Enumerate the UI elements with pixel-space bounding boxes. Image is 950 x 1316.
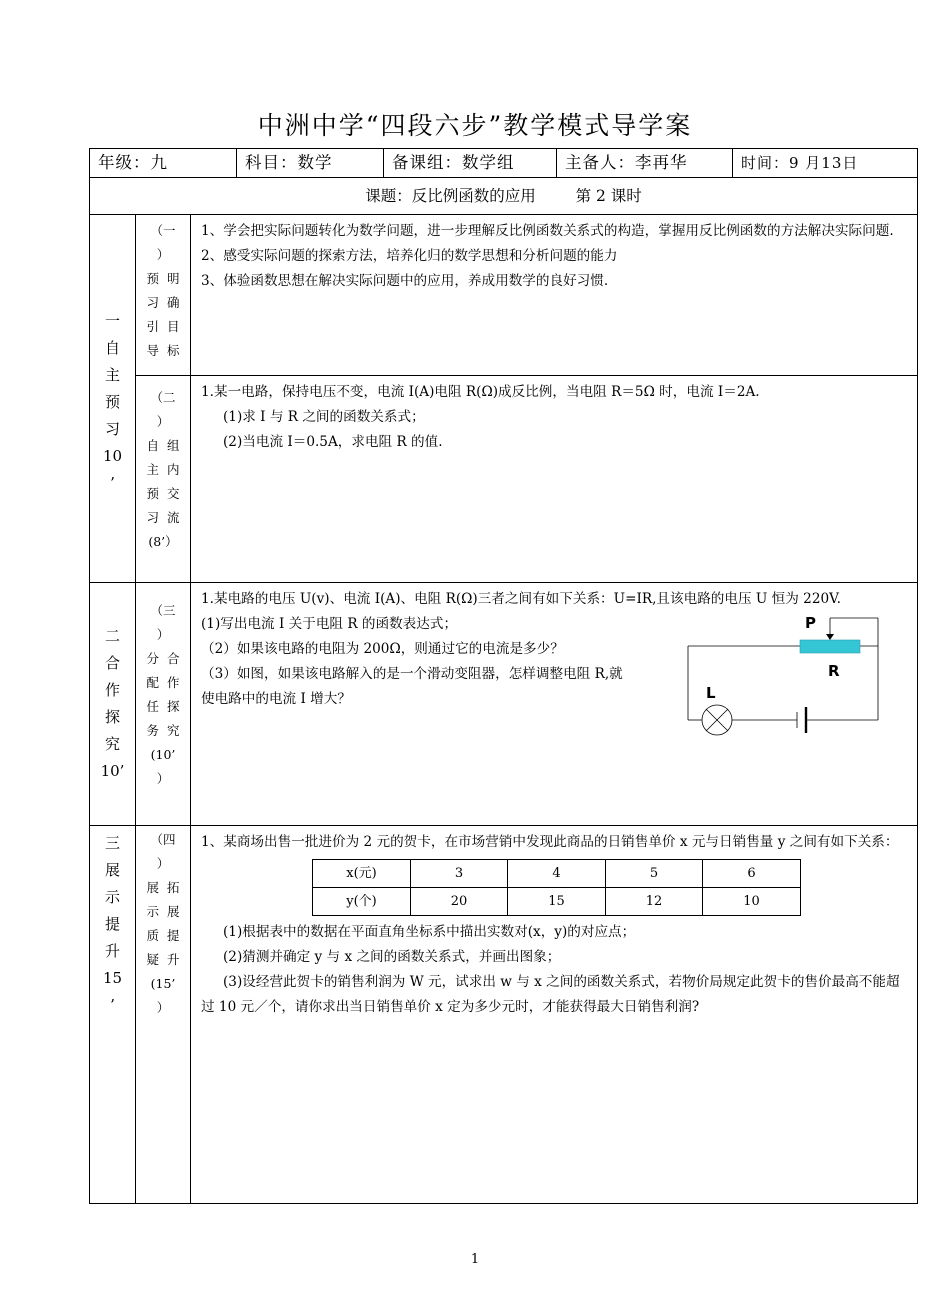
- extend-q2: (2)猜测并确定 y 与 x 之间的函数关系式，并画出图象；: [223, 949, 561, 965]
- topic-lesson: 第 2 课时: [575, 187, 642, 205]
- label-r: R: [828, 662, 840, 680]
- table-row: x(元) 3 4 5 6: [313, 860, 801, 888]
- price-sales-table: [312, 859, 801, 916]
- section1-main-label: 一 自 主 预 习 10 ’: [89, 214, 136, 583]
- resistor-r: [800, 640, 860, 653]
- part2-sub-label: （二 ） 自 主 预 习 组 内 交 流 (8’）: [135, 375, 191, 583]
- battery-icon: [797, 707, 806, 733]
- section2-main-label: 二 合 作 探 究 10’: [89, 582, 136, 826]
- preview-problem: 1.某一电路，保持电压不变，电流 I(A)电阻 R(Ω)成反比例，当电阻 R＝5Ω 时，电流 I＝2A.: [201, 384, 760, 400]
- table-row: y(个) 20 15 12 10: [313, 888, 801, 916]
- header-group: 备课组：数学组: [383, 148, 557, 178]
- part1-sub-label: （一 ） 预 习 引 导 明 确 目 标: [135, 214, 191, 376]
- header-preparer: 主备人：李再华: [556, 148, 733, 178]
- objective-3: 3、体验函数思想在解决实际问题中的应用，养成用数学的良好习惯.: [201, 273, 609, 289]
- lamp-icon: [702, 705, 732, 735]
- section3-content: [190, 825, 918, 1204]
- objective-2: 2、感受实际问题的探索方法，培养化归的数学思想和分析问题的能力: [201, 248, 618, 264]
- slider-arrow-icon: [826, 634, 834, 640]
- page-title: 中洲中学“四段六步”教学模式导学案: [257, 111, 693, 140]
- explore-q3-cont: 使电路中的电流 I 增大？: [201, 691, 351, 707]
- part1-content: [190, 214, 918, 376]
- extend-q1: (1)根据表中的数据在平面直角坐标系中描出实数对(x，y)的对应点；: [223, 924, 636, 940]
- topic-name: 反比例函数的应用: [411, 187, 536, 205]
- label-l: L: [706, 684, 716, 702]
- topic-row: [89, 177, 918, 215]
- part2-content: [190, 375, 918, 583]
- preview-q1: (1)求 I 与 R 之间的函数关系式；: [223, 409, 425, 425]
- page-number: 1: [470, 1252, 480, 1267]
- section3-sub-label: （四 ） 展 示 质 疑 拓 展 提 升 (15’ ）: [135, 825, 191, 1204]
- header-subject: 科目：数学: [236, 148, 384, 178]
- explore-q1: (1)写出电流 I 关于电阻 R 的函数表达式；: [201, 616, 458, 632]
- objective-1: 1、学会把实际问题转化为数学问题，进一步理解反比例函数关系式的构造，掌握用反比例函数的方法解决实际问题.: [201, 223, 894, 239]
- extend-problem: 1、某商场出售一批进价为 2 元的贺卡，在市场营销中发现此商品的日销售单价 x 元与日销售量 y 之间有如下关系：: [201, 834, 899, 850]
- explore-q3: （3）如图，如果该电路解入的是一个滑动变阻器，怎样调整电阻 R,就: [201, 666, 623, 682]
- extend-q3: (3)设经营此贺卡的销售利润为 W 元，试求出 w 与 x 之间的函数关系式，若物价局规定此贺卡的售价最高不能超过 10 元／个，请你求出当日销售单价 x 定为多少元时，才能获得最大日销售利润?: [201, 974, 900, 1015]
- explore-q2: （2）如果该电路的电阻为 200Ω，则通过它的电流是多少？: [201, 641, 564, 657]
- topic-label: 课题：: [365, 187, 412, 205]
- section3-main-label: 三 展 示 提 升 15 ’: [89, 825, 136, 1204]
- header-time: 时间：9 月13日: [732, 148, 918, 178]
- preview-q2: (2)当电流 I＝0.5A，求电阻 R 的值.: [223, 434, 443, 450]
- circuit-diagram: [680, 610, 890, 740]
- label-p: P: [805, 614, 816, 632]
- header-grade: 年级：九: [89, 148, 237, 178]
- explore-problem: 1.某电路的电压 U(v)、电流 I(A)、电阻 R(Ω)三者之间有如下关系：U=IR,且该电路的电压 U 恒为 220V.: [201, 591, 841, 607]
- section2-sub-label: （三 ） 分 配 任 务 合 作 探 究 (10’ ）: [135, 582, 191, 826]
